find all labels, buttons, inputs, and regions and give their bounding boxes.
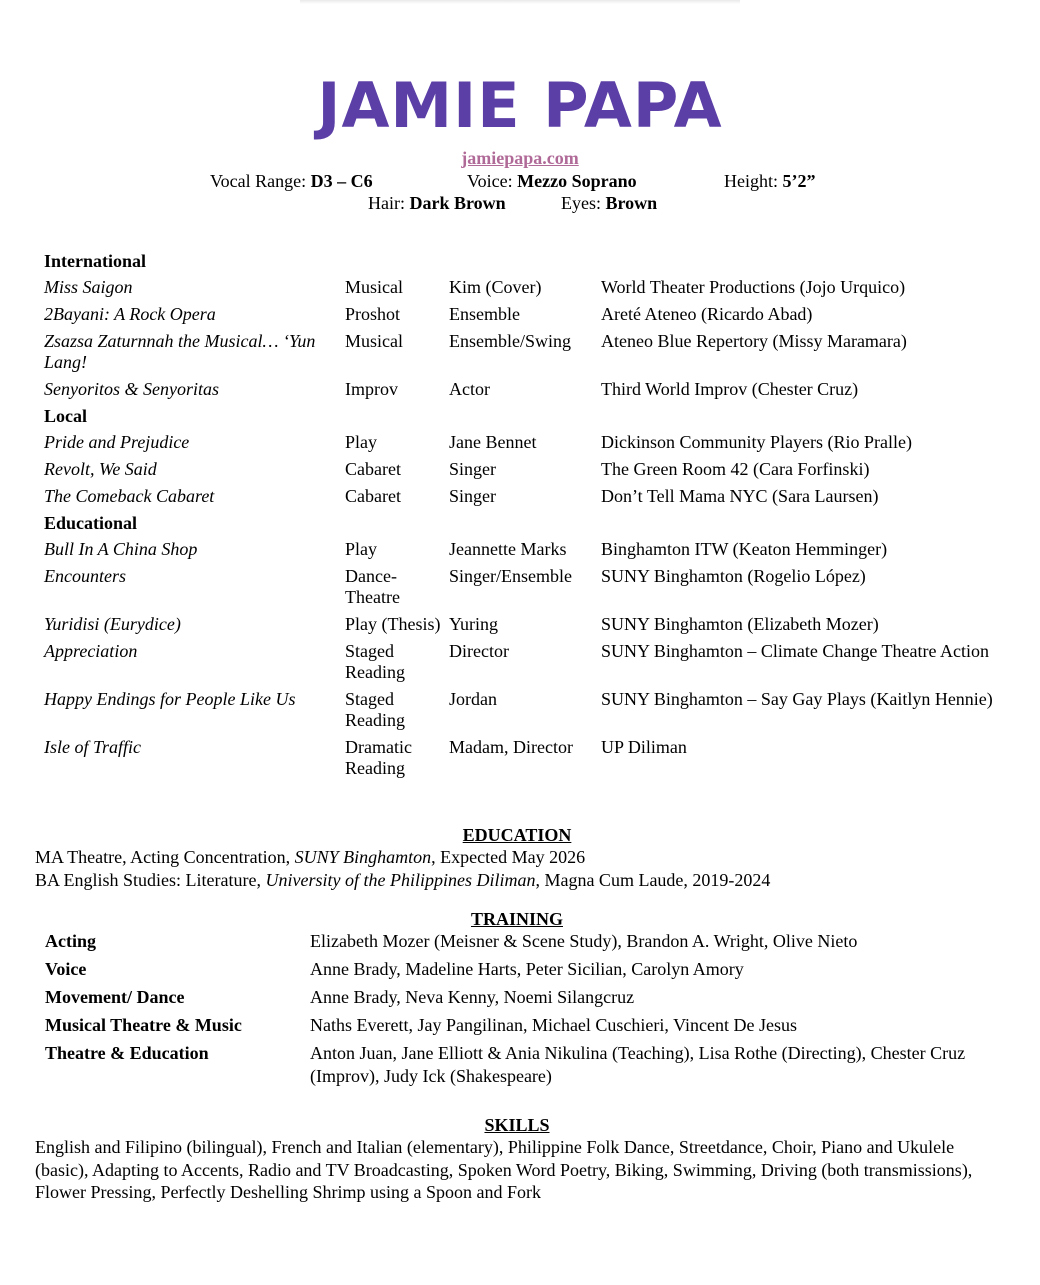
credit-type: Cabaret — [345, 459, 401, 479]
training-category: Musical Theatre & Music — [45, 1015, 242, 1035]
training-category: Acting — [45, 931, 96, 951]
credit-role: Kim (Cover) — [449, 277, 542, 297]
credit-type: Dance-Theatre — [345, 566, 400, 607]
credit-row — [44, 539, 1004, 566]
credit-title: Pride and Prejudice — [44, 432, 190, 452]
credit-row — [44, 432, 1004, 459]
height-field — [724, 170, 816, 192]
credit-title: Appreciation — [44, 641, 138, 661]
credit-title: 2Bayani: A Rock Opera — [44, 304, 216, 324]
eyes-value: Brown — [605, 193, 658, 213]
page-top-shadow — [300, 0, 740, 4]
credit-company: Dickinson Community Players (Rio Pralle) — [601, 432, 912, 452]
hair-value: Dark Brown — [409, 193, 506, 213]
credit-title: Bull In A China Shop — [44, 539, 198, 559]
credit-role: Singer/Ensemble — [449, 566, 572, 586]
voice-label: Voice: — [467, 171, 513, 191]
hair-field — [368, 192, 506, 214]
credit-type: Dramatic Reading — [345, 737, 412, 778]
credit-role: Singer — [449, 459, 496, 479]
training-teachers: Naths Everett, Jay Pangilinan, Michael Cuschieri, Vincent De Jesus — [310, 1015, 797, 1035]
credit-type: Play — [345, 539, 378, 559]
credit-role: Ensemble — [449, 304, 520, 324]
training-table — [45, 930, 995, 1093]
training-teachers: Anne Brady, Madeline Harts, Peter Sicilian, Carolyn Amory — [310, 959, 744, 979]
credit-title: Senyoritos & Senyoritas — [44, 379, 219, 399]
credit-role: Actor — [449, 379, 490, 399]
voice-field — [467, 170, 637, 192]
credit-row — [44, 486, 1004, 513]
credit-company: Ateneo Blue Repertory (Missy Maramara) — [601, 331, 907, 351]
credit-company: Third World Improv (Chester Cruz) — [601, 379, 859, 399]
credit-role: Jordan — [449, 689, 497, 709]
training-teachers: Anton Juan, Jane Elliott & Ania Nikulina (Teaching), Lisa Rothe (Directing), Chester Cruz (Improv), Judy Ick (Shakespeare) — [310, 1043, 966, 1086]
performer-name: JAMIE PAPA — [317, 69, 723, 142]
skills-heading: SKILLS — [484, 1115, 550, 1135]
credit-row — [44, 566, 1004, 614]
eyes-field — [561, 192, 657, 214]
vocal-range-field — [210, 170, 373, 192]
credit-type: Proshot — [345, 304, 401, 324]
education-detail: , Magna Cum Laude, 2019-2024 — [535, 870, 771, 890]
skills-text: English and Filipino (bilingual), French and Italian (elementary), Philippine Folk Dance, Streetdance, Choir, Piano and Ukulele (basic), Adapting to Accents, Radio and TV Broadcasting, Spoken Word Poetry, Biking, Swimming, Driving (both transmissions), Flower Pressing, Perfectly Deshelling Shrimp using a Spoon and Fork — [35, 1137, 973, 1202]
vocal-range-label: Vocal Range: — [210, 171, 307, 191]
credit-type: Play — [345, 432, 378, 452]
height-label: Height: — [724, 171, 778, 191]
training-category: Theatre & Education — [45, 1043, 209, 1063]
credit-company: Binghamton ITW (Keaton Hemminger) — [601, 539, 888, 559]
credit-company: SUNY Binghamton – Climate Change Theatre Action — [601, 641, 989, 661]
credit-row — [44, 304, 1004, 331]
credit-title: Yuridisi (Eurydice) — [44, 614, 181, 634]
credits-section-heading: International — [44, 251, 147, 271]
credit-type: Cabaret — [345, 486, 401, 506]
credit-company: Areté Ateneo (Ricardo Abad) — [601, 304, 813, 324]
hair-label: Hair: — [368, 193, 405, 213]
credit-title: Happy Endings for People Like Us — [44, 689, 296, 709]
credit-row — [44, 737, 1004, 785]
education-line — [35, 869, 770, 891]
vocal-range-value: D3 – C6 — [310, 171, 373, 191]
credit-company: World Theater Productions (Jojo Urquico) — [601, 277, 906, 297]
credit-role: Madam, Director — [449, 737, 573, 757]
training-row — [45, 1014, 995, 1042]
training-teachers: Elizabeth Mozer (Meisner & Scene Study), Brandon A. Wright, Olive Nieto — [310, 931, 858, 951]
training-row — [45, 958, 995, 986]
training-category: Voice — [45, 959, 87, 979]
credit-row — [44, 379, 1004, 406]
training-row — [45, 1042, 995, 1093]
education-school: University of the Philippines Diliman — [265, 870, 536, 890]
credit-type: Improv — [345, 379, 398, 399]
training-teachers: Anne Brady, Neva Kenny, Noemi Silangcruz — [310, 987, 635, 1007]
credit-row — [44, 689, 1004, 737]
credit-role: Jane Bennet — [449, 432, 537, 452]
credit-role: Director — [449, 641, 509, 661]
training-row — [45, 930, 995, 958]
credit-company: SUNY Binghamton – Say Gay Plays (Kaitlyn Hennie) — [601, 689, 993, 709]
credit-type: Staged Reading — [345, 689, 405, 730]
education-degree: BA English Studies: Literature, — [35, 870, 266, 890]
credit-type: Musical — [345, 277, 403, 297]
credit-role: Jeannette Marks — [449, 539, 567, 559]
eyes-label: Eyes: — [561, 193, 601, 213]
credit-role: Singer — [449, 486, 496, 506]
credit-type: Musical — [345, 331, 403, 351]
credit-row — [44, 459, 1004, 486]
credits-section-heading: Local — [44, 406, 87, 426]
credit-title: Isle of Traffic — [44, 737, 142, 757]
training-heading: TRAINING — [470, 909, 563, 929]
credit-row — [44, 331, 1004, 379]
credit-row — [44, 614, 1004, 641]
education-line — [35, 846, 585, 868]
credits-table — [44, 251, 1004, 785]
credit-title: Zsazsa Zaturnnah the Musical… ‘Yun Lang! — [44, 331, 316, 372]
credit-company: UP Diliman — [601, 737, 687, 757]
credit-row — [44, 641, 1004, 689]
credit-company: The Green Room 42 (Cara Forfinski) — [601, 459, 870, 479]
credit-title: Miss Saigon — [44, 277, 133, 297]
credit-row — [44, 277, 1004, 304]
credit-company: SUNY Binghamton (Elizabeth Mozer) — [601, 614, 879, 634]
education-heading: EDUCATION — [462, 825, 572, 845]
voice-value: Mezzo Soprano — [517, 171, 637, 191]
education-detail: , Expected May 2026 — [431, 847, 586, 867]
website-link[interactable]: jamiepapa.com — [461, 148, 579, 168]
credits-section-heading: Educational — [44, 513, 138, 533]
training-row — [45, 986, 995, 1014]
credit-title: Encounters — [44, 566, 126, 586]
credit-title: Revolt, We Said — [44, 459, 157, 479]
credit-type: Play (Thesis) — [345, 614, 441, 634]
credit-role: Yuring — [449, 614, 498, 634]
credit-company: Don’t Tell Mama NYC (Sara Laursen) — [601, 486, 879, 506]
credit-type: Staged Reading — [345, 641, 405, 682]
training-category: Movement/ Dance — [45, 987, 185, 1007]
credit-role: Ensemble/Swing — [449, 331, 571, 351]
education-degree: MA Theatre, Acting Concentration, — [35, 847, 295, 867]
credit-company: SUNY Binghamton (Rogelio López) — [601, 566, 866, 586]
credit-title: The Comeback Cabaret — [44, 486, 215, 506]
education-school: SUNY Binghamton — [294, 847, 432, 867]
height-value: 5’2” — [782, 171, 816, 191]
